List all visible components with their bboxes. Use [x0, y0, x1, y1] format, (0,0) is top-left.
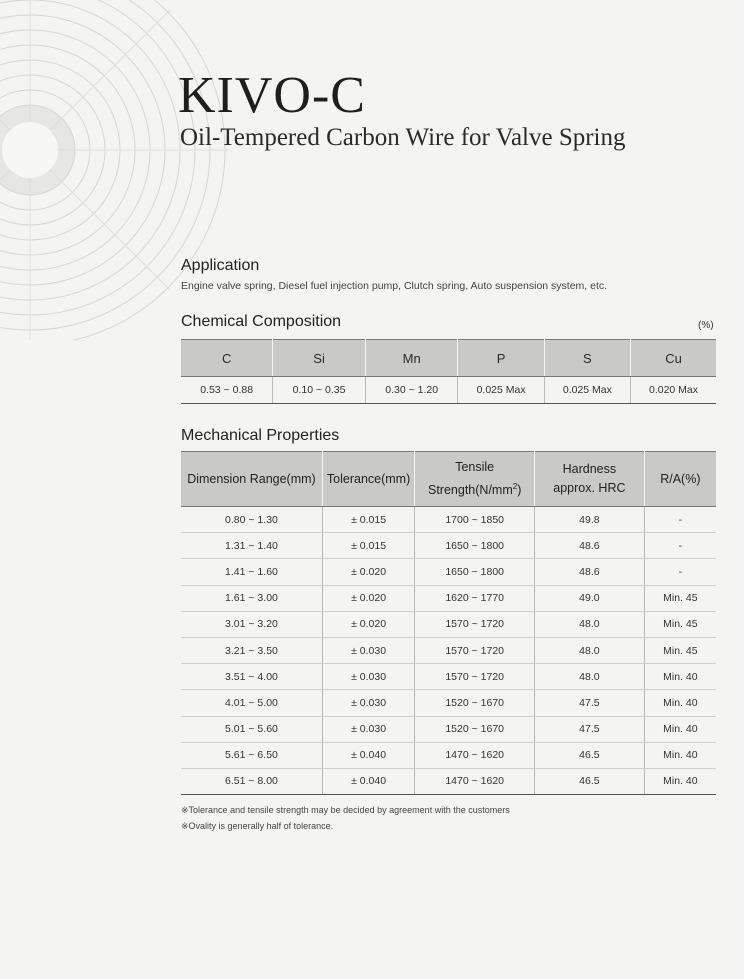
column-header-line: Strength(N/mm: [428, 483, 513, 498]
chemical-unit: (%): [698, 320, 714, 331]
column-header-line: Tensile: [455, 459, 495, 474]
table-cell: 48.6: [535, 533, 645, 559]
mechanical-heading: Mechanical Properties: [181, 427, 340, 444]
table-cell: ± 0.030: [322, 637, 414, 663]
column-header: Mn: [365, 340, 458, 377]
table-cell: 1520 ~ 1670: [415, 690, 535, 716]
table-cell: 1470 ~ 1620: [415, 768, 535, 794]
table-cell: 1570 ~ 1720: [415, 664, 535, 690]
column-header-tolerance: Tolerance(mm): [322, 452, 414, 507]
table-cell: ± 0.030: [322, 716, 414, 742]
application-heading: Application: [181, 257, 260, 274]
table-row: [181, 533, 716, 559]
table-cell: 1570 ~ 1720: [415, 637, 535, 663]
table-cell: 3.21 ~ 3.50: [181, 637, 322, 663]
table-cell: 0.020 Max: [631, 377, 716, 404]
table-row: [181, 611, 716, 637]
table-row: [181, 507, 716, 533]
table-cell: 46.5: [535, 742, 645, 768]
table-cell: 49.8: [535, 507, 645, 533]
column-header: C: [181, 340, 273, 377]
table-row: [181, 690, 716, 716]
table-cell: 1.61 ~ 3.00: [181, 585, 322, 611]
superscript: 2: [512, 481, 518, 491]
table-cell: 1620 ~ 1770: [415, 585, 535, 611]
table-cell: Min. 40: [644, 768, 716, 794]
table-cell: ± 0.015: [322, 533, 414, 559]
table-cell: 3.01 ~ 3.20: [181, 611, 322, 637]
table-cell: Min. 45: [644, 585, 716, 611]
table-cell: 3.51 ~ 4.00: [181, 664, 322, 690]
table-cell: 5.01 ~ 5.60: [181, 716, 322, 742]
table-cell: 1650 ~ 1800: [415, 559, 535, 585]
column-header-tensile: [415, 452, 535, 507]
table-cell: 1520 ~ 1670: [415, 716, 535, 742]
table-cell: 0.30 ~ 1.20: [365, 377, 458, 404]
table-cell: -: [644, 559, 716, 585]
table-cell: 48.0: [535, 611, 645, 637]
table-cell: Min. 40: [644, 664, 716, 690]
table-cell: -: [644, 507, 716, 533]
table-cell: Min. 40: [644, 690, 716, 716]
table-row: [181, 559, 716, 585]
table-cell: 0.10 ~ 0.35: [273, 377, 366, 404]
column-header: S: [544, 340, 630, 377]
table-cell: ± 0.015: [322, 507, 414, 533]
column-header-line: Hardness: [562, 462, 617, 476]
table-cell: 1.41 ~ 1.60: [181, 559, 322, 585]
table-cell: 47.5: [535, 716, 645, 742]
table-row: [181, 585, 716, 611]
mechanical-properties-table: [181, 451, 716, 795]
table-cell: 1650 ~ 1800: [415, 533, 535, 559]
table-cell: ± 0.030: [322, 664, 414, 690]
table-cell: 1470 ~ 1620: [415, 742, 535, 768]
table-cell: -: [644, 533, 716, 559]
table-cell: 4.01 ~ 5.00: [181, 690, 322, 716]
table-cell: Min. 45: [644, 637, 716, 663]
column-header-dimension: Dimension Range(mm): [181, 452, 322, 507]
footnote: ※Ovality is generally half of tolerance.: [181, 821, 334, 831]
table-cell: ± 0.020: [322, 559, 414, 585]
table-cell: 0.025 Max: [458, 377, 544, 404]
application-text: Engine valve spring, Diesel fuel injection pump, Clutch spring, Auto suspension system, etc.: [181, 280, 608, 292]
chemical-composition-table: [181, 339, 716, 404]
footnotes: [181, 802, 510, 834]
table-cell: ± 0.020: [322, 585, 414, 611]
table-row: [181, 768, 716, 794]
mechanical-table-body: [181, 507, 716, 795]
page-title: KIVO-C: [178, 67, 366, 124]
table-cell: Min. 40: [644, 716, 716, 742]
table-cell: 0.80 ~ 1.30: [181, 507, 322, 533]
table-cell: 47.5: [535, 690, 645, 716]
table-header-row: [181, 452, 716, 507]
table-row: [181, 716, 716, 742]
table-cell: ± 0.030: [322, 690, 414, 716]
table-cell: 49.0: [535, 585, 645, 611]
table-cell: 48.0: [535, 664, 645, 690]
column-header-hardness: [535, 452, 645, 507]
column-header: Si: [273, 340, 366, 377]
column-header-line: approx. HRC: [553, 481, 626, 495]
table-row: [181, 637, 716, 663]
table-cell: ± 0.040: [322, 768, 414, 794]
table-cell: 1570 ~ 1720: [415, 611, 535, 637]
chemical-heading: Chemical Composition: [181, 313, 342, 330]
table-header-row: [181, 340, 716, 377]
column-header: P: [458, 340, 544, 377]
table-cell: 0.53 ~ 0.88: [181, 377, 273, 404]
table-cell: 48.6: [535, 559, 645, 585]
table-cell: ± 0.040: [322, 742, 414, 768]
table-cell: Min. 40: [644, 742, 716, 768]
column-header-line: ): [517, 483, 522, 498]
table-cell: 1700 ~ 1850: [415, 507, 535, 533]
table-cell: 1.31 ~ 1.40: [181, 533, 322, 559]
table-cell: 0.025 Max: [544, 377, 630, 404]
table-cell: 48.0: [535, 637, 645, 663]
table-row: [181, 377, 716, 404]
column-header: Cu: [631, 340, 716, 377]
footnote: ※Tolerance and tensile strength may be decided by agreement with the customers: [181, 805, 510, 815]
table-cell: 6.51 ~ 8.00: [181, 768, 322, 794]
table-cell: 5.61 ~ 6.50: [181, 742, 322, 768]
table-row: [181, 664, 716, 690]
column-header-ra: R/A(%): [644, 452, 716, 507]
table-cell: ± 0.020: [322, 611, 414, 637]
table-cell: 46.5: [535, 768, 645, 794]
page-subtitle: Oil-Tempered Carbon Wire for Valve Spring: [180, 124, 626, 151]
table-cell: Min. 45: [644, 611, 716, 637]
table-row: [181, 742, 716, 768]
